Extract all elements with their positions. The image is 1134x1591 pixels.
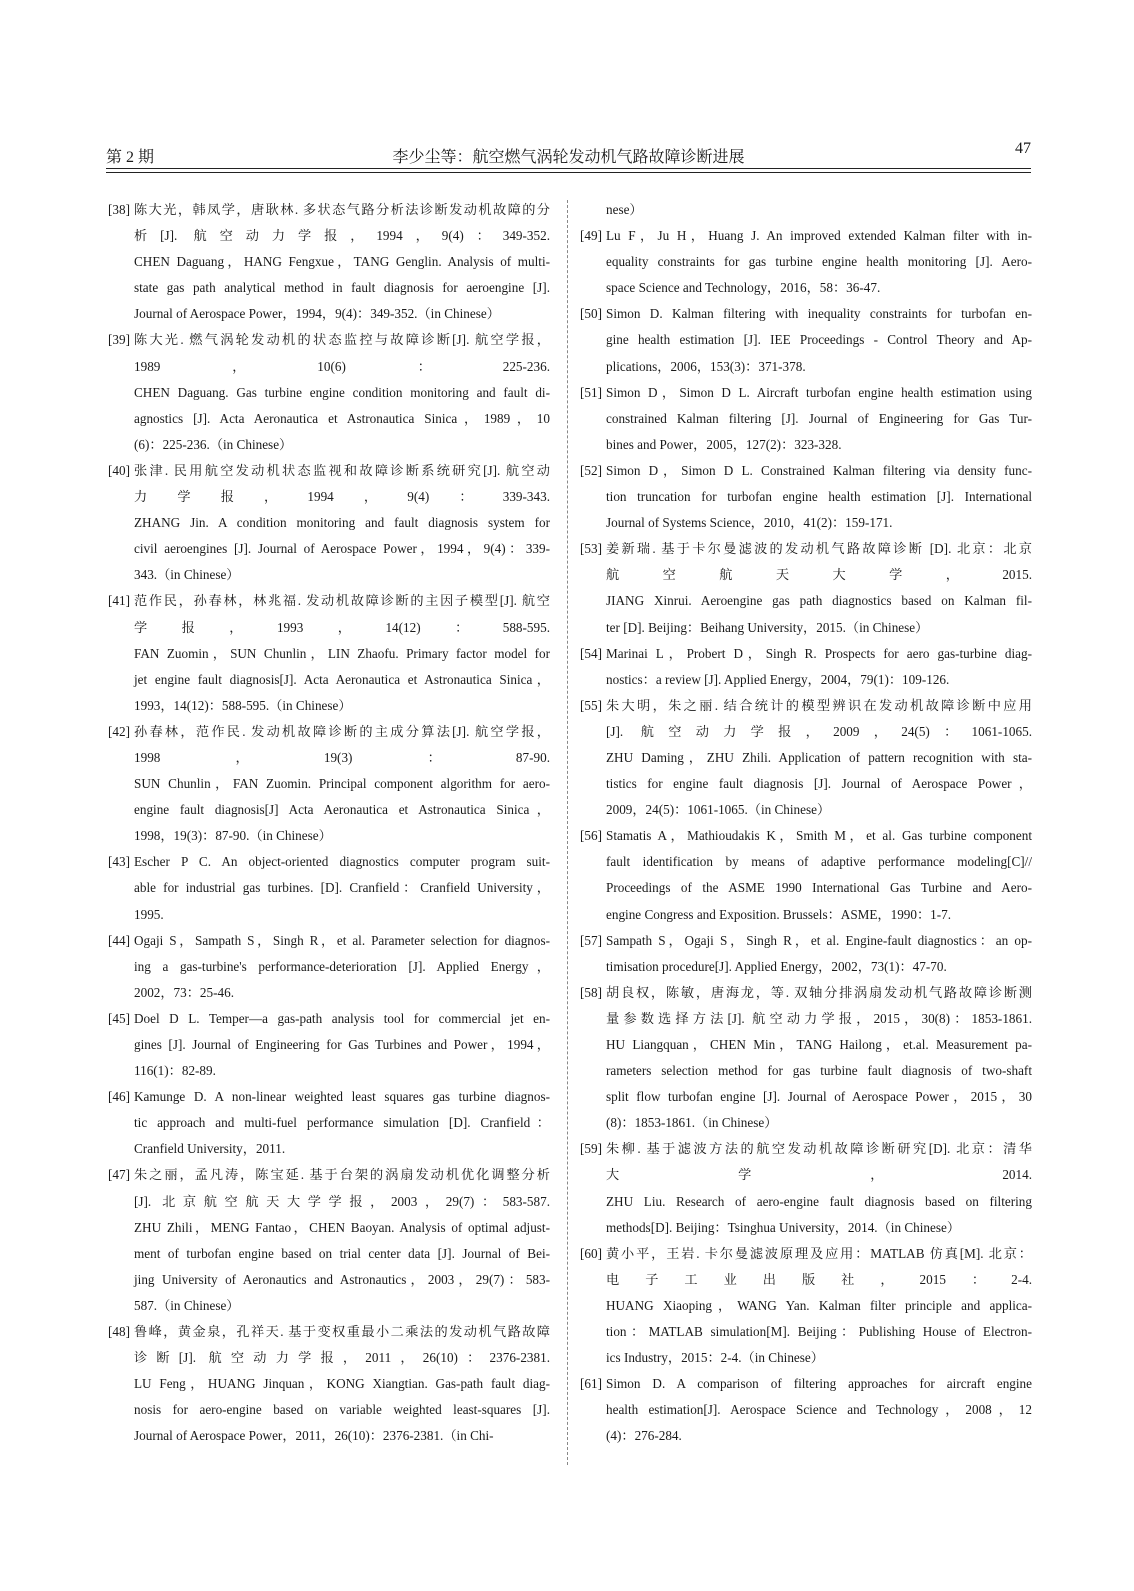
reference-line: nosis for aero-engine based on variable weighted least-squares [J].	[134, 1402, 550, 1418]
reference-line: nostics：a review [J]. Applied Energy，2004，79(1)：109-126.	[606, 671, 950, 687]
reference-number: [45]	[108, 1010, 130, 1026]
reference-line: ment of turbofan engine based on trial center data [J]. Journal of Bei-	[134, 1245, 550, 1261]
reference-line: Marinai L，Probert D，Singh R. Prospects for aero gas-turbine diag-	[606, 645, 1032, 661]
reference-text	[606, 641, 1032, 693]
reference-line: Escher P C. An object-oriented diagnostics computer program suit-	[134, 854, 550, 870]
reference-text	[606, 693, 1032, 823]
reference-line: gine health estimation [J]. IEE Proceedings - Control Theory and Ap-	[606, 332, 1032, 348]
reference-line: 1993，14(12)：588-595.（in Chinese）	[134, 697, 352, 713]
reference-line: ics Industry，2015：2-4.（in Chinese）	[606, 1350, 824, 1366]
reference-text	[606, 380, 1032, 458]
reference-line: 343.（in Chinese）	[134, 567, 240, 583]
reference-entry	[580, 197, 1032, 223]
reference-text	[134, 928, 550, 1006]
reference-line: split flow turbofan engine [J]. Journal of Aerospace Power，2015，30	[606, 1089, 1032, 1105]
reference-line: [J]. 北京航空航天大学学报，2003，29(7)：583-587.	[134, 1193, 550, 1209]
reference-line: tic approach and multi-fuel performance simulation [D]. Cranfield：	[134, 1115, 550, 1131]
reference-number: [39]	[108, 332, 130, 348]
reference-text	[606, 301, 1032, 379]
reference-line: able for industrial gas turbines. [D]. Cranfield：Cranfield University，	[134, 880, 550, 896]
reference-line: Journal of Aerospace Power，1994，9(4)：349-352.（in Chinese）	[134, 306, 500, 322]
reference-line: 1998，19(3)：87-90.（in Chinese）	[134, 828, 332, 844]
header-rule-thin	[106, 172, 1031, 173]
reference-text	[606, 928, 1032, 980]
reference-entry	[108, 197, 550, 327]
reference-entry	[108, 1162, 550, 1319]
issue-label: 第 2 期	[106, 149, 155, 166]
reference-line: Lu F，Ju H，Huang J. An improved extended Kalman filter with in-	[606, 228, 1032, 244]
reference-line: Simon D，Simon D L. Constrained Kalman filtering via density func-	[606, 462, 1032, 478]
reference-number: [48]	[108, 1324, 130, 1340]
reference-line: state gas path analytical method in fault diagnosis for aeroengine [J].	[134, 280, 550, 296]
reference-line: Stamatis A，Mathioudakis K，Smith M，et al. Gas turbine component	[606, 828, 1032, 844]
reference-line: HU Liangquan，CHEN Min，TANG Hailong，et.al. Measurement pa-	[606, 1037, 1032, 1052]
reference-line: engine Congress and Exposition. Brussels：ASME，1990：1-7.	[606, 906, 952, 922]
reference-line: plications，2006，153(3)：371-378.	[606, 358, 806, 374]
reference-text	[134, 1084, 550, 1162]
running-header	[106, 140, 1031, 170]
reference-text	[134, 1162, 550, 1319]
reference-number: [43]	[108, 854, 130, 870]
reference-entry	[580, 693, 1032, 823]
reference-line: Ogaji S，Sampath S，Singh R，et al. Parameter selection for diagnos-	[134, 932, 550, 948]
reference-text	[134, 1319, 550, 1449]
reference-line: tion truncation for turbofan engine health estimation [J]. International	[606, 489, 1032, 505]
reference-text	[606, 458, 1032, 536]
reference-line: fault identification by means of adaptive performance modeling[C]//	[606, 854, 1032, 870]
reference-line: nese）	[606, 202, 643, 217]
reference-line: HUANG Xiaoping，WANG Yan. Kalman filter principle and applica-	[606, 1297, 1032, 1313]
reference-line: 力学报，1994，9(4)：339-343.	[134, 489, 550, 505]
reference-entry	[580, 1136, 1032, 1240]
reference-line: CHEN Daguang，HANG Fengxue，TANG Genglin. Analysis of multi-	[134, 254, 550, 270]
reference-line: 朱柳. 基于滤波方法的航空发动机故障诊断研究[D]. 北京：清华	[606, 1141, 1032, 1157]
reference-line: jet engine fault diagnosis[J]. Acta Aeronautica et Astronautica Sinica，	[134, 671, 550, 687]
reference-line: SUN Chunlin，FAN Zuomin. Principal component algorithm for aero-	[134, 776, 550, 792]
reference-line: tistics for engine fault diagnosis [J]. Journal of Aerospace Power，	[606, 776, 1032, 792]
reference-line: 587.（in Chinese）	[134, 1297, 240, 1313]
reference-text	[134, 588, 550, 718]
running-title: 李少尘等：航空燃气涡轮发动机气路故障诊断进展	[392, 149, 745, 166]
reference-line: CHEN Daguang. Gas turbine engine condition monitoring and fault di-	[134, 384, 550, 400]
reference-line: Simon D. A comparison of filtering approaches for aircraft engine	[606, 1376, 1032, 1392]
reference-number: [41]	[108, 593, 130, 609]
reference-number: [52]	[580, 462, 602, 478]
reference-text	[606, 1241, 1032, 1371]
references-right-column	[580, 197, 1032, 1450]
reference-text	[606, 823, 1032, 927]
reference-number	[580, 197, 606, 223]
reference-line: constrained Kalman filtering [J]. Journal of Engineering for Gas Tur-	[606, 410, 1032, 426]
reference-line: 学报，1993，14(12)：588-595.	[134, 619, 550, 635]
reference-line: 2002，73：25-46.	[134, 984, 235, 1000]
reference-entry	[580, 928, 1032, 980]
reference-number: [58]	[580, 984, 602, 1000]
reference-line: (8)：1853-1861.（in Chinese）	[606, 1115, 778, 1131]
reference-line: Proceedings of the ASME 1990 International Gas Turbine and Aero-	[606, 880, 1032, 896]
reference-line: 陈大光. 燃气涡轮发动机的状态监控与故障诊断[J]. 航空学报，	[134, 332, 550, 348]
reference-line: agnostics [J]. Acta Aeronautica et Astronautica Sinica，1989，10	[134, 410, 550, 426]
reference-number: [61]	[580, 1376, 602, 1392]
reference-line: 航空航天大学，2015.	[606, 567, 1032, 583]
reference-entry	[108, 928, 550, 1006]
reference-number: [51]	[580, 384, 602, 400]
reference-line: LU Feng，HUANG Jinquan，KONG Xiangtian. Gas-path fault diag-	[134, 1376, 550, 1392]
reference-line: ing a gas-turbine's performance-deterioration [J]. Applied Energy，	[134, 958, 550, 974]
reference-line: methods[D]. Beijing：Tsinghua University，2014.（in Chinese）	[606, 1219, 961, 1235]
reference-number: [55]	[580, 697, 602, 713]
reference-line: 1995.	[134, 906, 164, 922]
reference-line: ZHANG Jin. A condition monitoring and fault diagnosis system for	[134, 515, 550, 531]
reference-line: Simon D，Simon D L. Aircraft turbofan engine health estimation using	[606, 384, 1032, 400]
reference-line: Journal of Systems Science，2010，41(2)：159-171.	[606, 515, 893, 531]
reference-entry	[108, 458, 550, 588]
reference-entry	[108, 1319, 550, 1449]
reference-line: engine fault diagnosis[J] Acta Aeronautica et Astronautica Sinica，	[134, 802, 550, 818]
reference-entry	[580, 641, 1032, 693]
reference-line: Journal of Aerospace Power，2011，26(10)：2376-2381.（in Chi-	[134, 1428, 494, 1444]
reference-line: [J]. 航空动力学报，2009，24(5)：1061-1065.	[606, 723, 1032, 739]
reference-line: 116(1)：82-89.	[134, 1063, 216, 1079]
reference-line: 鲁峰，黄金泉，孔祥天. 基于变权重最小二乘法的发动机气路故障	[134, 1324, 550, 1340]
reference-number: [50]	[580, 306, 602, 322]
reference-number: [59]	[580, 1141, 602, 1157]
reference-line: 大学，2014.	[606, 1167, 1032, 1183]
reference-text	[606, 197, 1032, 223]
reference-entry	[108, 849, 550, 927]
reference-entry	[580, 223, 1032, 301]
reference-line: 陈大光，韩凤学，唐耿林. 多状态气路分析法诊断发动机故障的分	[134, 202, 550, 217]
reference-line: 量参数选择方法[J]. 航空动力学报，2015，30(8)：1853-1861.	[606, 1010, 1032, 1026]
reference-entry	[580, 823, 1032, 927]
reference-text	[134, 327, 550, 457]
reference-line: bines and Power，2005，127(2)：323-328.	[606, 436, 842, 452]
reference-line: 电子工业出版社，2015：2-4.	[606, 1271, 1032, 1287]
reference-number: [56]	[580, 828, 602, 844]
reference-line: tion：MATLAB simulation[M]. Beijing：Publishing House of Electron-	[606, 1324, 1032, 1340]
reference-line: equality constraints for gas turbine engine health monitoring [J]. Aero-	[606, 254, 1032, 270]
reference-text	[134, 849, 550, 927]
reference-line: civil aeroengines [J]. Journal of Aerospace Power，1994，9(4)：339-	[134, 541, 550, 557]
reference-line: 1998，19(3)：87-90.	[134, 749, 550, 765]
reference-line: JIANG Xinrui. Aeroengine gas path diagnostics based on Kalman fil-	[606, 593, 1032, 609]
reference-number: [49]	[580, 228, 602, 244]
reference-line: 黄小平，王岩. 卡尔曼滤波原理及应用：MATLAB 仿真[M]. 北京：	[606, 1245, 1032, 1261]
reference-text	[606, 1136, 1032, 1240]
reference-line: FAN Zuomin，SUN Chunlin，LIN Zhaofu. Primary factor model for	[134, 645, 550, 661]
reference-line: Cranfield University，2011.	[134, 1141, 286, 1157]
reference-entry	[580, 301, 1032, 379]
reference-line: gines [J]. Journal of Engineering for Gas Turbines and Power，1994，	[134, 1037, 550, 1052]
reference-line: ZHU Zhili，MENG Fantao，CHEN Baoyan. Analysis of optimal adjust-	[134, 1219, 550, 1235]
reference-entry	[580, 536, 1032, 640]
reference-entry	[108, 327, 550, 457]
reference-line: health estimation[J]. Aerospace Science and Technology，2008，12	[606, 1402, 1032, 1418]
reference-text	[134, 719, 550, 849]
reference-number: [40]	[108, 462, 130, 478]
reference-line: 1989，10(6)：225-236.	[134, 358, 550, 374]
reference-line: (6)：225-236.（in Chinese）	[134, 436, 293, 452]
reference-text	[606, 980, 1032, 1137]
page-number: 47	[1015, 140, 1031, 157]
header-rule-thick	[106, 168, 1031, 169]
reference-entry	[108, 719, 550, 849]
reference-line: 析[J]. 航空动力学报，1994，9(4)：349-352.	[134, 228, 550, 244]
reference-line: 孙春林，范作民. 发动机故障诊断的主成分算法[J]. 航空学报，	[134, 723, 550, 739]
reference-line: Doel D L. Temper—a gas-path analysis tool for commercial jet en-	[134, 1010, 550, 1026]
reference-text	[134, 458, 550, 588]
reference-line: Simon D. Kalman filtering with inequality constraints for turbofan en-	[606, 306, 1032, 322]
reference-entry	[580, 980, 1032, 1137]
reference-line: space Science and Technology，2016，58：36-47.	[606, 280, 881, 296]
reference-line: ter [D]. Beijing：Beihang University，2015.（in Chinese）	[606, 619, 929, 635]
reference-entry	[108, 588, 550, 718]
reference-line: Kamunge D. A non-linear weighted least squares gas turbine diagnos-	[134, 1089, 550, 1105]
reference-line: Sampath S，Ogaji S，Singh R，et al. Engine-fault diagnostics：an op-	[606, 932, 1032, 948]
reference-number: [60]	[580, 1245, 602, 1261]
reference-line: 朱之丽，孟凡涛，陈宝延. 基于台架的涡扇发动机优化调整分析	[134, 1167, 550, 1183]
reference-line: ZHU Liu. Research of aero-engine fault diagnosis based on filtering	[606, 1193, 1032, 1209]
reference-entry	[580, 380, 1032, 458]
reference-number: [47]	[108, 1167, 130, 1183]
reference-number: [38]	[108, 202, 130, 217]
reference-line: timisation procedure[J]. Applied Energy，2002，73(1)：47-70.	[606, 958, 947, 974]
reference-text	[606, 536, 1032, 640]
column-divider	[567, 200, 568, 1465]
reference-text	[606, 223, 1032, 301]
reference-entry	[108, 1006, 550, 1084]
reference-text	[134, 1006, 550, 1084]
reference-line: 胡良权，陈敏，唐海龙，等. 双轴分排涡扇发动机气路故障诊断测	[606, 984, 1032, 1000]
reference-line: rameters selection method for gas turbine fault diagnosis of two-shaft	[606, 1063, 1032, 1079]
reference-entry	[580, 1371, 1032, 1449]
reference-line: 诊断[J]. 航空动力学报，2011，26(10)：2376-2381.	[134, 1350, 550, 1366]
reference-number: [54]	[580, 645, 602, 661]
reference-line: 范作民，孙春林，林兆福. 发动机故障诊断的主因子模型[J]. 航空	[134, 593, 550, 609]
reference-line: 姜新瑞. 基于卡尔曼滤波的发动机气路故障诊断 [D]. 北京：北京	[606, 541, 1032, 557]
reference-number: [53]	[580, 541, 602, 557]
reference-line: 朱大明，朱之丽. 结合统计的模型辨识在发动机故障诊断中应用	[606, 697, 1032, 713]
reference-line: 2009，24(5)：1061-1065.（in Chinese）	[606, 802, 831, 818]
reference-number: [44]	[108, 932, 130, 948]
reference-line: ZHU Daming，ZHU Zhili. Application of pattern recognition with sta-	[606, 749, 1032, 765]
reference-entry	[108, 1084, 550, 1162]
reference-number: [46]	[108, 1089, 130, 1105]
reference-line: jing University of Aeronautics and Astronautics，2003，29(7)：583-	[134, 1271, 550, 1287]
reference-entry	[580, 1241, 1032, 1371]
reference-number: [42]	[108, 723, 130, 739]
reference-entry	[580, 458, 1032, 536]
reference-number: [57]	[580, 932, 602, 948]
reference-text	[134, 197, 550, 327]
references-left-column	[108, 197, 550, 1450]
reference-line: (4)：276-284.	[606, 1428, 682, 1444]
reference-line: 张津. 民用航空发动机状态监视和故障诊断系统研究[J]. 航空动	[134, 462, 550, 478]
reference-text	[606, 1371, 1032, 1449]
